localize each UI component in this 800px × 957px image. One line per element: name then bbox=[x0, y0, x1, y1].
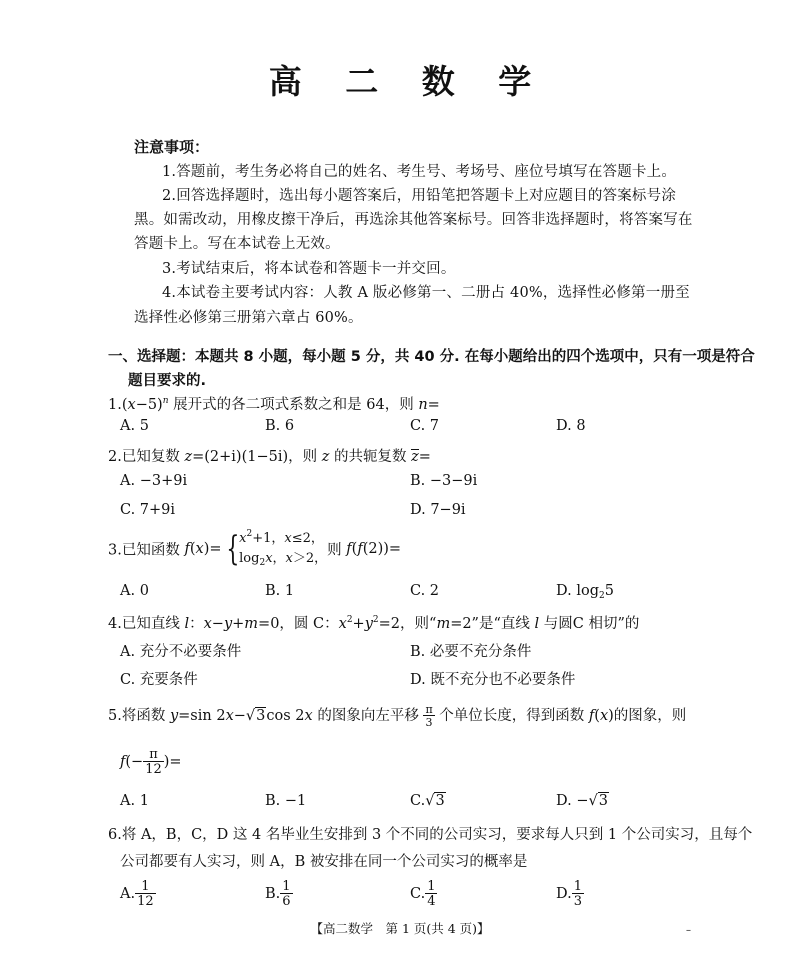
q1-option-a: A. 5 bbox=[120, 418, 149, 434]
q3-option-b: B. 1 bbox=[265, 583, 295, 599]
question-4: 4.已知直线 l：x−y+m=0，圆 C：$x^2+y^2=2$，则“m=2”是“直线 l 与圆C 相切”的 bbox=[108, 615, 640, 632]
fraction-pi-over-3: $\frac{\pi}{3}$ bbox=[425, 703, 433, 729]
q2-option-c: C. 7+9i bbox=[120, 502, 176, 518]
q2-option-b: B. −3−9i bbox=[410, 473, 478, 489]
question-6: 6.将 A，B，C，D 这 4 名毕业生安排到 3 个不同的公司实习，要求每人只到 1 个公司实习，且每个 bbox=[108, 827, 753, 843]
q5-option-c: C.√3 bbox=[410, 793, 445, 809]
fraction-pi-over-12: $\frac{\pi}{12}$ bbox=[145, 747, 162, 777]
q3-option-a: A. 0 bbox=[120, 583, 149, 599]
q2-option-a: A. −3+9i bbox=[120, 473, 188, 489]
q6-option-d: D. $\frac{1}{3}$ bbox=[556, 879, 582, 909]
q6-option-c: C. $\frac{1}{4}$ bbox=[410, 879, 436, 909]
section-heading: 一、选择题：本题共 8 小题，每小题 5 分，共 40 分. 在每小题给出的四个选项中，只有一项是符合 bbox=[108, 349, 755, 365]
piecewise-brace: { bbox=[225, 529, 239, 569]
question-5: 5.将函数 y=sin 2x−√3cos 2x 的图象向左平移 $\frac{\pi}{3}$ 个单位长度，得到函数 f(x)的图象，则 bbox=[108, 703, 687, 729]
q1-option-c: C. 7 bbox=[410, 418, 440, 434]
q4-option-a: A. 充分不必要条件 bbox=[120, 644, 242, 660]
q1-option-d: D. 8 bbox=[556, 418, 586, 434]
notice-line-1: 1.答题前，考生务必将自己的姓名、考生号、考场号、座位号填写在答题卡上。 bbox=[162, 164, 677, 180]
question-5-ask: f(− $\frac{\pi}{12}$ )= bbox=[120, 747, 182, 777]
page-footer: 【高二数学 第 1 页(共 4 页)】 bbox=[310, 921, 490, 936]
question-3: 3.已知函数 f(x)= { $x^2+1$，x≤2， $\log_2x$，x＞2， 则 f(f(2))= bbox=[108, 529, 402, 569]
q4-option-b: B. 必要不充分条件 bbox=[410, 644, 532, 660]
q5-option-d: D. −√3 bbox=[556, 793, 608, 809]
question-2: 2.已知复数 z=(2+i)(1−5i)，则 z 的共轭复数 z= bbox=[108, 449, 431, 465]
section-heading-cont: 题目要求的. bbox=[128, 373, 207, 389]
page-title: 高 二 数 学 bbox=[268, 62, 548, 101]
notice-line-6: 4.本试卷主要考试内容：人教 A 版必修第一、二册占 40%，选择性必修第一册至 bbox=[162, 285, 690, 301]
notice-line-3: 黑。如需改动，用橡皮擦干净后，再选涂其他答案标号。回答非选择题时，将答案写在 bbox=[134, 212, 693, 228]
q5-option-b: B. −1 bbox=[265, 793, 307, 809]
piecewise-cases: $x^2+1$，x≤2， $\log_2x$，x＞2， bbox=[239, 529, 328, 568]
q5-option-a: A. 1 bbox=[120, 793, 149, 809]
notice-line-4: 答题卡上。写在本试卷上无效。 bbox=[134, 236, 340, 252]
corner-mark: – bbox=[686, 925, 691, 936]
sqrt-3: √3 bbox=[245, 708, 266, 724]
notice-line-7: 选择性必修第三册第六章占 60%。 bbox=[134, 310, 363, 326]
q4-option-d: D. 既不充分也不必要条件 bbox=[410, 672, 576, 688]
q3-option-d: D. $\log_25$ bbox=[556, 583, 614, 601]
question-6-cont: 公司都要有人实习，则 A，B 被安排在同一个公司实习的概率是 bbox=[120, 854, 528, 870]
q4-option-c: C. 充要条件 bbox=[120, 672, 198, 688]
q6-option-b: B. $\frac{1}{6}$ bbox=[265, 879, 291, 909]
q2-option-d: D. 7−9i bbox=[410, 502, 466, 518]
notice-line-5: 3.考试结束后，将本试卷和答题卡一并交回。 bbox=[162, 261, 456, 277]
q1-option-b: B. 6 bbox=[265, 418, 295, 434]
notice-line-2: 2.回答选择题时，选出每小题答案后，用铅笔把答题卡上对应题目的答案标号涂 bbox=[162, 188, 677, 204]
question-1: $1.(x-5)^n$ 展开式的各二项式系数之和是 64，则 n= bbox=[108, 396, 440, 413]
q3-option-c: C. 2 bbox=[410, 583, 440, 599]
notice-heading: 注意事项： bbox=[134, 138, 210, 156]
q6-option-a: A. $\frac{1}{12}$ bbox=[120, 879, 154, 909]
